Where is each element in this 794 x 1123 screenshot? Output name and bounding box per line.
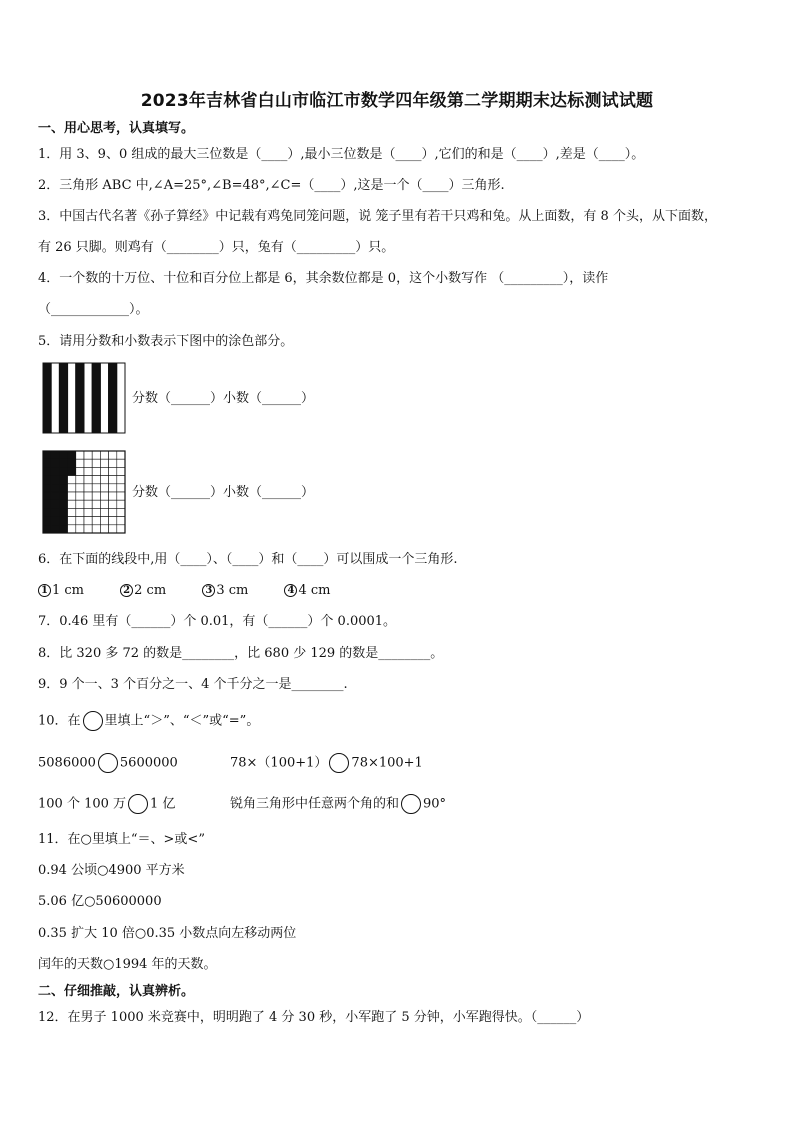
q10-row-1-right <box>230 753 423 773</box>
grid-cell <box>109 517 117 525</box>
compare-circle-icon <box>83 711 103 731</box>
grid-cell <box>84 517 92 525</box>
grid-cell <box>59 500 67 508</box>
grid-cell <box>76 467 84 475</box>
question-8: 8．比 320 多 72 的数是________，比 680 少 129 的数是________。 <box>38 646 444 661</box>
stripe-6 <box>84 363 92 433</box>
grid-cell <box>109 525 117 533</box>
q10-row-1 <box>38 753 178 773</box>
grid-cell <box>43 508 51 516</box>
grid-cell <box>68 500 76 508</box>
grid-cell <box>117 525 125 533</box>
grid-cell <box>100 492 108 500</box>
grid-cell <box>109 451 117 459</box>
grid-cell <box>92 467 100 475</box>
q6-option-1 <box>38 583 84 598</box>
grid-cell <box>84 508 92 516</box>
q6-option-4-text: 4 cm <box>298 583 331 598</box>
grid-cell <box>100 525 108 533</box>
grid-cell <box>68 517 76 525</box>
grid-cell <box>117 492 125 500</box>
grid-cell <box>43 476 51 484</box>
q5-grid-figure <box>42 450 126 534</box>
grid-cell <box>51 525 59 533</box>
question-6-options <box>38 582 362 600</box>
question-11: 11．在○里填上“＝、>或<” <box>38 832 205 847</box>
grid-cell <box>76 517 84 525</box>
grid-cell <box>109 467 117 475</box>
question-3-line-2: 有 26 只脚。则鸡有（________）只，兔有（_________）只。 <box>38 240 395 255</box>
stripe-5 <box>76 363 84 433</box>
circle-number-2: 2 <box>120 584 133 597</box>
grid-cell <box>68 484 76 492</box>
grid-cell <box>43 484 51 492</box>
grid-cell <box>51 508 59 516</box>
grid-cell <box>84 525 92 533</box>
grid-cell <box>100 459 108 467</box>
question-10 <box>38 711 259 731</box>
grid-cell <box>84 492 92 500</box>
grid-cell <box>51 467 59 475</box>
grid-cell <box>117 451 125 459</box>
grid-cell <box>109 500 117 508</box>
grid-cell <box>100 451 108 459</box>
question-6: 6．在下面的线段中,用（____）、（____）和（____）可以围成一个三角形. <box>38 552 458 567</box>
grid-cell <box>92 525 100 533</box>
q10-item-2-right: 78×100+1 <box>351 755 423 771</box>
q5-figure-2-answer: 分数（______）小数（______） <box>132 485 315 500</box>
grid-cell <box>68 476 76 484</box>
stripe-10 <box>117 363 125 433</box>
grid-cell <box>117 476 125 484</box>
q11-item-4: 闰年的天数○1994 年的天数。 <box>38 957 217 972</box>
stripe-7 <box>92 363 100 433</box>
grid-cell <box>109 492 117 500</box>
q6-option-4 <box>284 583 330 598</box>
grid-cell <box>84 467 92 475</box>
grid-cell <box>59 492 67 500</box>
grid-cell <box>51 517 59 525</box>
question-3-line-1: 3．中国古代名著《孙子算经》中记载有鸡兔同笼问题，说 笼子里有若干只鸡和兔。从上面数，有 8 个头，从下面数， <box>38 209 717 224</box>
q10-item-3-right: 1 亿 <box>150 796 176 812</box>
grid-cell <box>84 459 92 467</box>
stripe-8 <box>100 363 108 433</box>
grid-cell <box>59 517 67 525</box>
grid-cell <box>92 476 100 484</box>
grid-cell <box>59 525 67 533</box>
grid-cell <box>92 517 100 525</box>
grid-cell <box>100 500 108 508</box>
grid-cell <box>51 451 59 459</box>
grid-cell <box>68 525 76 533</box>
q10-prefix: 10．在 <box>38 713 81 729</box>
q11-item-1: 0.94 公顷○4900 平方米 <box>38 863 185 878</box>
q10-row-2 <box>38 794 175 814</box>
grid-cell <box>59 508 67 516</box>
grid-cell <box>100 517 108 525</box>
q10-item-4-right: 90° <box>423 796 447 812</box>
grid-cell <box>117 508 125 516</box>
grid-cell <box>117 500 125 508</box>
q5-figure-1-answer: 分数（______）小数（______） <box>132 391 315 406</box>
q10-item-4-left: 锐角三角形中任意两个角的和 <box>230 796 400 812</box>
circle-number-3: 3 <box>202 584 215 597</box>
grid-cell <box>51 492 59 500</box>
grid-cell <box>100 484 108 492</box>
grid-cell <box>100 508 108 516</box>
grid-cell <box>117 467 125 475</box>
circle-number-1: 1 <box>38 584 51 597</box>
q6-option-2 <box>120 583 166 598</box>
question-4-line-2: （____________）。 <box>38 302 149 317</box>
grid-cell <box>59 484 67 492</box>
grid-cell <box>84 500 92 508</box>
grid-cell <box>59 476 67 484</box>
grid-cell <box>100 467 108 475</box>
grid-cell <box>43 492 51 500</box>
grid-cell <box>109 476 117 484</box>
question-7: 7．0.46 里有（______）个 0.01，有（______）个 0.0001。 <box>38 614 397 629</box>
grid-cell <box>84 484 92 492</box>
grid-cell <box>76 492 84 500</box>
grid-cell <box>84 476 92 484</box>
grid-cell <box>117 459 125 467</box>
q6-option-1-text: 1 cm <box>52 583 85 598</box>
exam-title: 2023年吉林省白山市临江市数学四年级第二学期期末达标测试试题 <box>140 91 654 111</box>
q6-option-3 <box>202 583 248 598</box>
q10-row-2-right <box>230 794 446 814</box>
grid-cell <box>76 451 84 459</box>
grid-cell <box>43 525 51 533</box>
section-1-heading: 一、用心思考，认真填写。 <box>38 121 195 136</box>
grid-cell <box>59 451 67 459</box>
q5-stripe-figure <box>42 362 126 434</box>
stripe-4 <box>68 363 76 433</box>
circle-number-4: 4 <box>284 584 297 597</box>
grid-cell <box>43 467 51 475</box>
grid-cell <box>51 484 59 492</box>
grid-cell <box>43 517 51 525</box>
stripe-3 <box>59 363 67 433</box>
q10-item-1-left: 5086000 <box>38 755 96 771</box>
section-2-heading: 二、仔细推敲，认真辨析。 <box>38 984 195 999</box>
grid-cell <box>43 459 51 467</box>
stripe-9 <box>109 363 117 433</box>
q10-item-3-circle[interactable] <box>128 794 148 814</box>
q6-option-2-text: 2 cm <box>134 583 167 598</box>
grid-cell <box>68 467 76 475</box>
question-9: 9．9 个一、3 个百分之一、4 个千分之一是________. <box>38 677 348 692</box>
q6-option-3-text: 3 cm <box>216 583 249 598</box>
grid-cell <box>92 484 100 492</box>
grid-cell <box>84 451 92 459</box>
grid-cell <box>109 459 117 467</box>
grid-cell <box>68 459 76 467</box>
grid-cell <box>92 492 100 500</box>
grid-cell <box>43 500 51 508</box>
question-1: 1．用 3、9、0 组成的最大三位数是（____）,最小三位数是（____）,它们的和是（____）,差是（____）。 <box>38 147 645 162</box>
grid-cell <box>92 459 100 467</box>
grid-cell <box>100 476 108 484</box>
grid-cell <box>76 484 84 492</box>
q11-item-3: 0.35 扩大 10 倍○0.35 小数点向左移动两位 <box>38 926 297 941</box>
q10-item-4-circle[interactable] <box>401 794 421 814</box>
grid-cell <box>76 459 84 467</box>
q11-item-2: 5.06 亿○50600000 <box>38 894 162 909</box>
stripe-2 <box>51 363 59 433</box>
grid-cell <box>68 508 76 516</box>
grid-cell <box>92 500 100 508</box>
grid-cell <box>68 451 76 459</box>
grid-cell <box>51 476 59 484</box>
grid-cell <box>109 484 117 492</box>
stripe-1 <box>43 363 51 433</box>
question-12: 12．在男子 1000 米竞赛中，明明跑了 4 分 30 秒，小军跑了 5 分钟，小军跑得快。（______） <box>38 1010 590 1025</box>
grid-cell <box>117 484 125 492</box>
question-2: 2．三角形 ABC 中,∠A=25°,∠B=48°,∠C=（____）,这是一个（____）三角形. <box>38 178 505 193</box>
grid-cell <box>76 500 84 508</box>
grid-cell <box>109 508 117 516</box>
grid-cell <box>92 508 100 516</box>
question-5: 5．请用分数和小数表示下图中的涂色部分。 <box>38 334 294 349</box>
question-4-line-1: 4．一个数的十万位、十位和百分位上都是 6，其余数位都是 0，这个小数写作 （_________），读作 <box>38 271 609 286</box>
q10-suffix: 里填上“＞”、“＜”或“=”。 <box>104 713 260 729</box>
q10-item-1-right: 5600000 <box>119 755 178 771</box>
grid-cell <box>68 492 76 500</box>
grid-cell <box>59 467 67 475</box>
grid-cell <box>76 508 84 516</box>
grid-cell <box>92 451 100 459</box>
grid-cell <box>43 451 51 459</box>
q10-item-1-circle[interactable] <box>98 753 118 773</box>
grid-cell <box>76 476 84 484</box>
q10-item-2-left: 78×（100+1） <box>230 755 328 771</box>
grid-cell <box>117 517 125 525</box>
grid-cell <box>51 500 59 508</box>
grid-cell <box>59 459 67 467</box>
grid-cell <box>76 525 84 533</box>
grid-cell <box>51 459 59 467</box>
q10-item-3-left: 100 个 100 万 <box>38 796 127 812</box>
q10-item-2-circle[interactable] <box>329 753 349 773</box>
